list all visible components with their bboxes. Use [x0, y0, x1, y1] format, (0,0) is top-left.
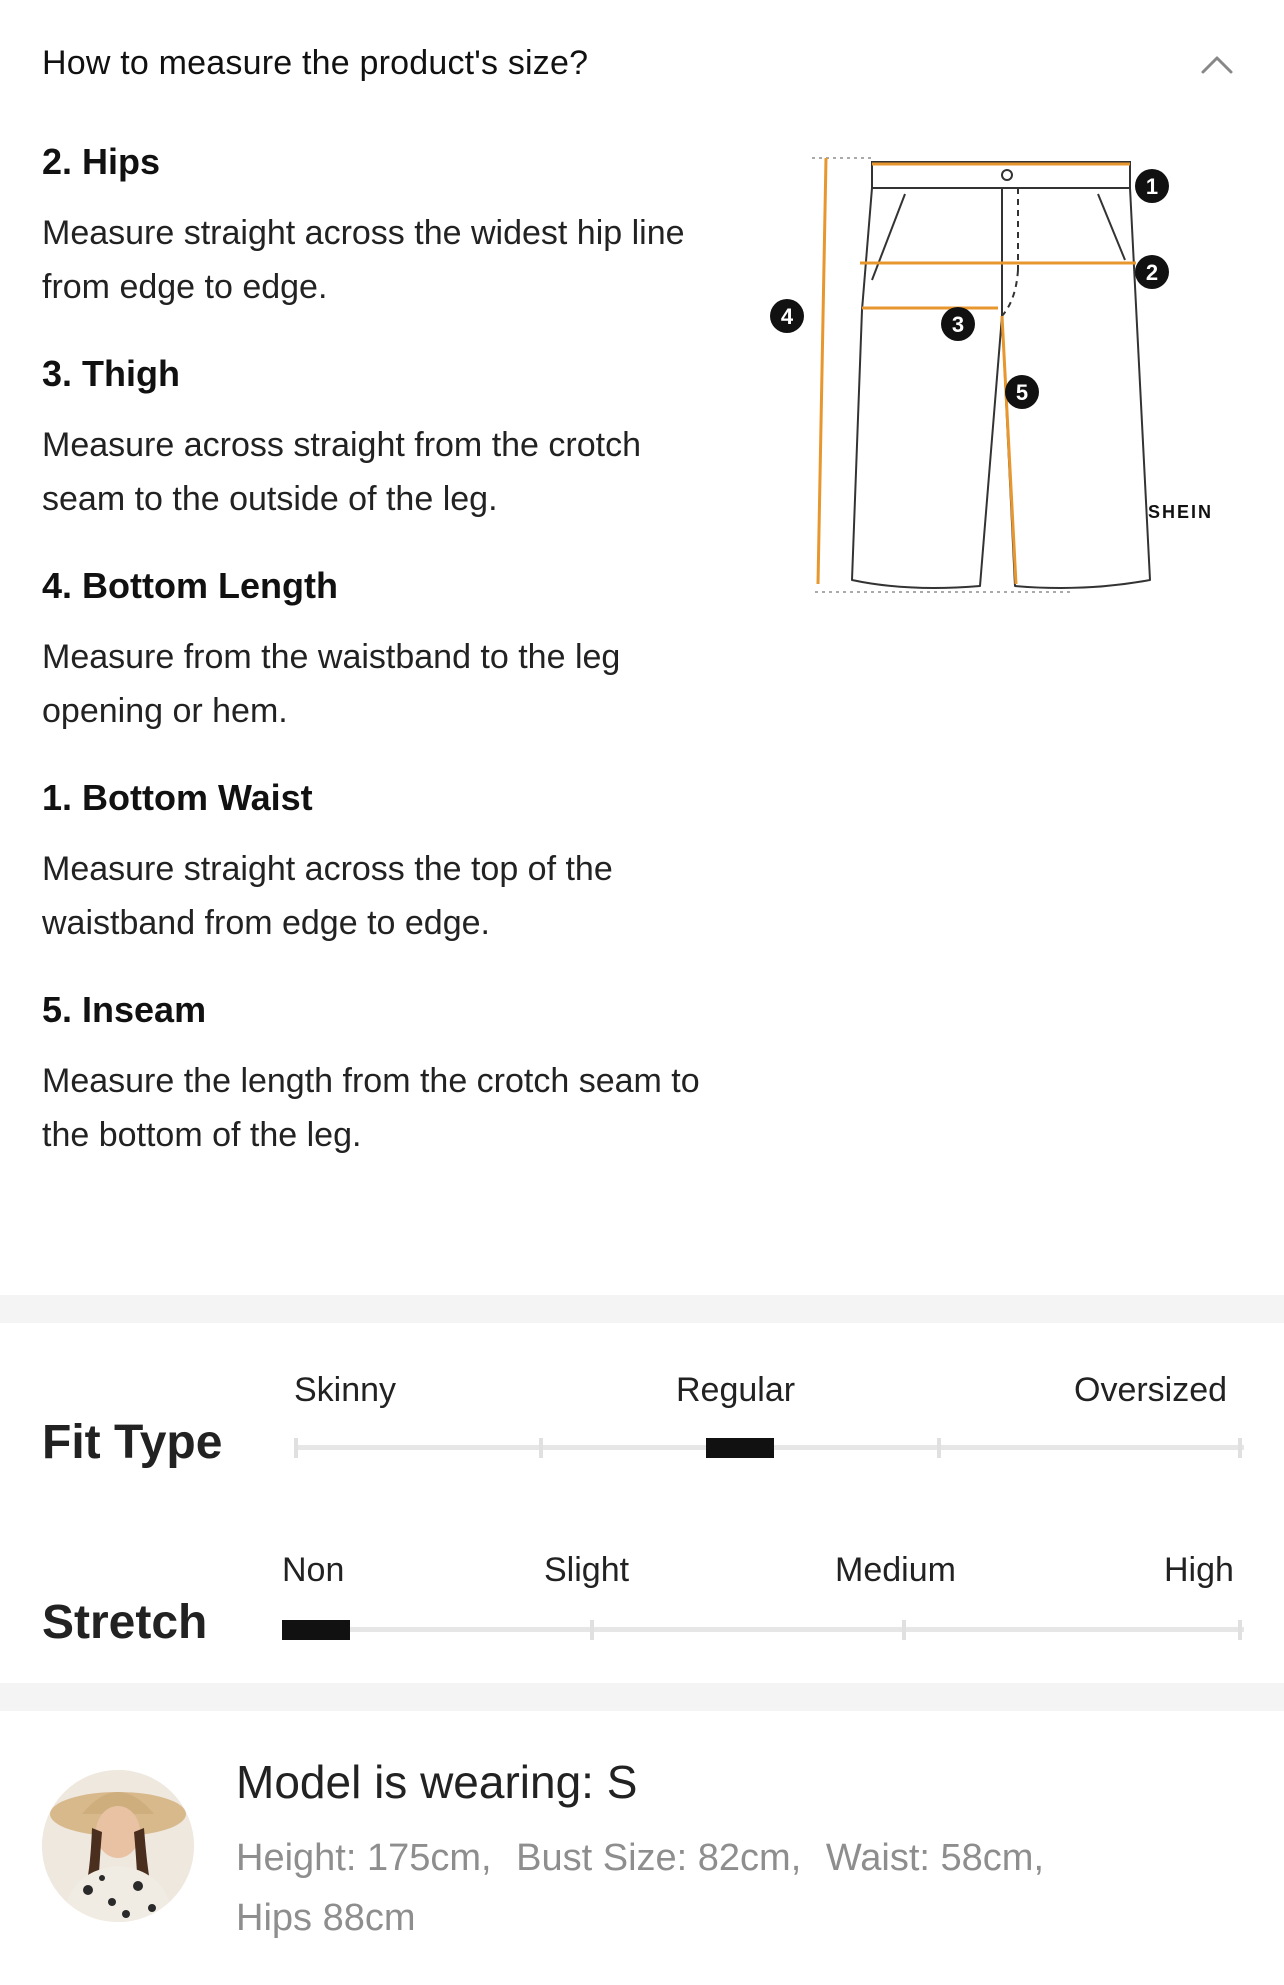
- fit-label-skinny: Skinny: [294, 1371, 397, 1409]
- instruction-title: 3. Thigh: [42, 353, 180, 394]
- instruction-thigh: [42, 352, 742, 526]
- shorts-diagram-svg: [770, 150, 1250, 600]
- section-divider: [0, 1295, 1284, 1323]
- stretch-title: Stretch: [42, 1596, 208, 1649]
- chevron-up-icon: [1190, 44, 1244, 84]
- instruction-title: 4. Bottom Length: [42, 565, 338, 606]
- fit-label-oversized: Oversized: [1074, 1371, 1228, 1409]
- fit-type-marker: [706, 1438, 774, 1458]
- instruction-hips: [42, 140, 742, 314]
- instruction-description: Measure straight across the top of the waistband from edge to edge.: [42, 850, 613, 942]
- instruction-title: 5. Inseam: [42, 989, 207, 1030]
- svg-text:5: 5: [1015, 380, 1029, 405]
- instruction-title: 1. Bottom Waist: [42, 777, 313, 818]
- stretch-scale: [0, 1493, 1284, 1673]
- stretch-tick: [902, 1620, 906, 1640]
- measure-guide-title: How to measure the product's size?: [42, 44, 589, 82]
- model-info: [0, 1710, 1284, 1985]
- instruction-title: 2. Hips: [42, 141, 161, 182]
- measurement-instructions: [42, 140, 742, 1200]
- brand-logo: SHEIN: [1148, 502, 1214, 522]
- instruction-description: Measure from the waistband to the leg opening or hem.: [42, 638, 621, 730]
- stretch-label-medium: Medium: [835, 1551, 956, 1589]
- stretch-tick: [1238, 1620, 1242, 1640]
- svg-text:2: 2: [1145, 260, 1159, 285]
- instruction-inseam: [42, 988, 742, 1162]
- fit-tick: [294, 1438, 298, 1458]
- model-bust: Bust Size: 82cm,: [516, 1837, 802, 1879]
- stretch-marker: [282, 1620, 350, 1640]
- instruction-description: Measure the length from the crotch seam to the bottom of the leg.: [42, 1062, 700, 1154]
- fit-tick: [539, 1438, 543, 1458]
- shorts-measurement-diagram: [770, 150, 1250, 600]
- fit-tick: [937, 1438, 941, 1458]
- marker-4-icon: [770, 299, 804, 333]
- stretch-label-slight: Slight: [544, 1551, 630, 1589]
- fit-tick: [1238, 1438, 1242, 1458]
- svg-text:4: 4: [780, 304, 794, 329]
- marker-2-icon: [1135, 255, 1169, 289]
- model-avatar: [42, 1770, 194, 1922]
- model-hips: Hips 88cm: [236, 1897, 416, 1939]
- stretch-label-high: High: [1164, 1551, 1234, 1589]
- section-divider: [0, 1683, 1284, 1711]
- model-waist: Waist: 58cm,: [825, 1837, 1045, 1879]
- stretch-tick: [590, 1620, 594, 1640]
- marker-5-icon: [1005, 375, 1039, 409]
- stretch-track: [282, 1627, 1244, 1632]
- collapse-button[interactable]: [1190, 44, 1244, 84]
- measure-guide-header[interactable]: [0, 0, 1284, 130]
- instruction-bottom-length: [42, 564, 742, 738]
- model-wearing-size: Model is wearing: S: [236, 1756, 638, 1808]
- model-measurements: [236, 1828, 1136, 1948]
- marker-3-icon: [941, 307, 975, 341]
- fit-type-title: Fit Type: [42, 1416, 223, 1469]
- instruction-description: Measure across straight from the crotch seam to the outside of the leg.: [42, 426, 642, 518]
- marker-1-icon: [1135, 169, 1169, 203]
- instruction-bottom-waist: [42, 776, 742, 950]
- model-height: Height: 175cm,: [236, 1837, 492, 1879]
- svg-text:3: 3: [951, 312, 965, 337]
- instruction-description: Measure straight across the widest hip line from edge to edge.: [42, 214, 685, 306]
- stretch-label-non: Non: [282, 1551, 345, 1589]
- svg-text:1: 1: [1145, 174, 1159, 199]
- model-photo-icon: [42, 1770, 194, 1922]
- fit-type-scale: [0, 1323, 1284, 1493]
- fit-label-regular: Regular: [676, 1371, 796, 1409]
